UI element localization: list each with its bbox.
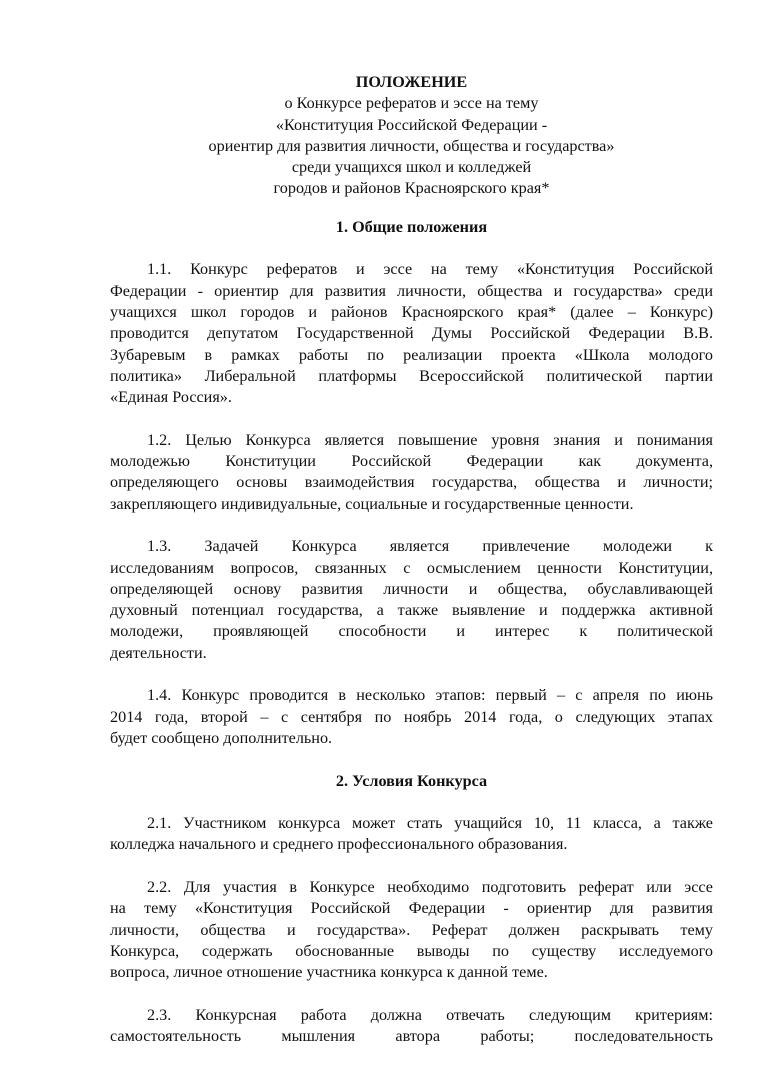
document-title: ПОЛОЖЕНИЕ [355,73,468,91]
paragraph [110,536,713,664]
text-line: закрепляющего индивидуальные, социальные и государственные ценности. [110,494,634,513]
subtitle-line: городов и районов Красноярского края* [273,179,550,198]
text-line: будет сообщено дополнительно. [110,728,333,747]
text-line: духовный потенциал государства, а также выявление и поддержка активной [110,601,713,620]
document-subtitle [110,93,713,199]
subtitle-line: ориентир для развития личности, общества и государства» [208,136,615,155]
paragraph [110,877,713,983]
subtitle-line: среди учащихся школ и колледжей [291,158,532,177]
text-line: 1.4. Конкурс проводится в несколько этапов: первый – с апреля по июнь [147,686,713,705]
text-line: 1.2. Целью Конкурса является повышение уровня знания и понимания [147,430,713,449]
text-line: молодежи, проявляющей способности и интерес к политической [110,622,713,641]
text-line: Конкурса, содержать обоснованные выводы по существу исследуемого [110,941,713,960]
section-heading: 2. Условия Конкурса [335,771,488,790]
section-heading: 1. Общие положения [335,217,488,236]
text-line: политика» Либеральной платформы Всероссийской политической партии [110,366,713,385]
text-line: Зубаревым в рамках работы по реализации проекта «Школа молодого [110,345,713,364]
subtitle-line: «Конституция Российской Федерации - [275,115,548,134]
text-line: 2.1. Участником конкурса может стать учащийся 10, 11 класса, а также [147,814,713,833]
text-line: определяющего основы взаимодействия государства, общества и личности; [110,473,713,492]
subtitle-line: о Конкурсе рефератов и эссе на тему [284,94,539,113]
paragraph [110,685,713,749]
text-line: вопроса, личное отношение участника конкурса к данной теме. [110,963,548,982]
text-line: исследованиям вопросов, связанных с осмыслением ценности Конституции, [110,558,713,577]
text-line: «Единая Россия». [110,388,232,407]
document-page [110,72,713,1047]
text-line: 2.2. Для участия в Конкурсе необходимо подготовить реферат или эссе [147,877,713,896]
paragraph [110,1005,713,1048]
text-line: 1.1. Конкурс рефератов и эссе на тему «Конституция Российской [147,260,713,279]
text-line: проводится депутатом Государственной Думы Российской Федерации В.В. [110,324,713,343]
text-line: личности, общества и государства». Реферат должен раскрывать тему [110,920,713,939]
text-line: Федерации - ориентир для развития личности, общества и государства» среди [110,281,713,300]
text-line: учащихся школ городов и районов Красноярского края* (далее – Конкурс) [110,302,713,321]
text-line: деятельности. [110,643,207,662]
text-line: на тему «Конституция Российской Федерации - ориентир для развития [110,899,713,918]
document-body [110,200,713,1048]
text-line: колледжа начального и среднего профессионального образования. [110,835,568,854]
paragraph [110,259,713,408]
text-line: 2.3. Конкурсная работа должна отвечать следующим критериям: [147,1005,713,1024]
paragraph [110,430,713,515]
text-line: самостоятельность мышления автора работы; последовательность [110,1027,713,1046]
text-line: 2014 года, второй – с сентября по ноябрь 2014 года, о следующих этапах [110,707,713,726]
text-line: 1.3. Задачей Конкурса является привлечение молодежи к [147,537,713,556]
paragraph [110,813,713,856]
text-line: определяющей основу развития личности и общества, обуславливающей [110,579,713,598]
text-line: молодежью Конституции Российской Федерации как документа, [110,452,713,471]
